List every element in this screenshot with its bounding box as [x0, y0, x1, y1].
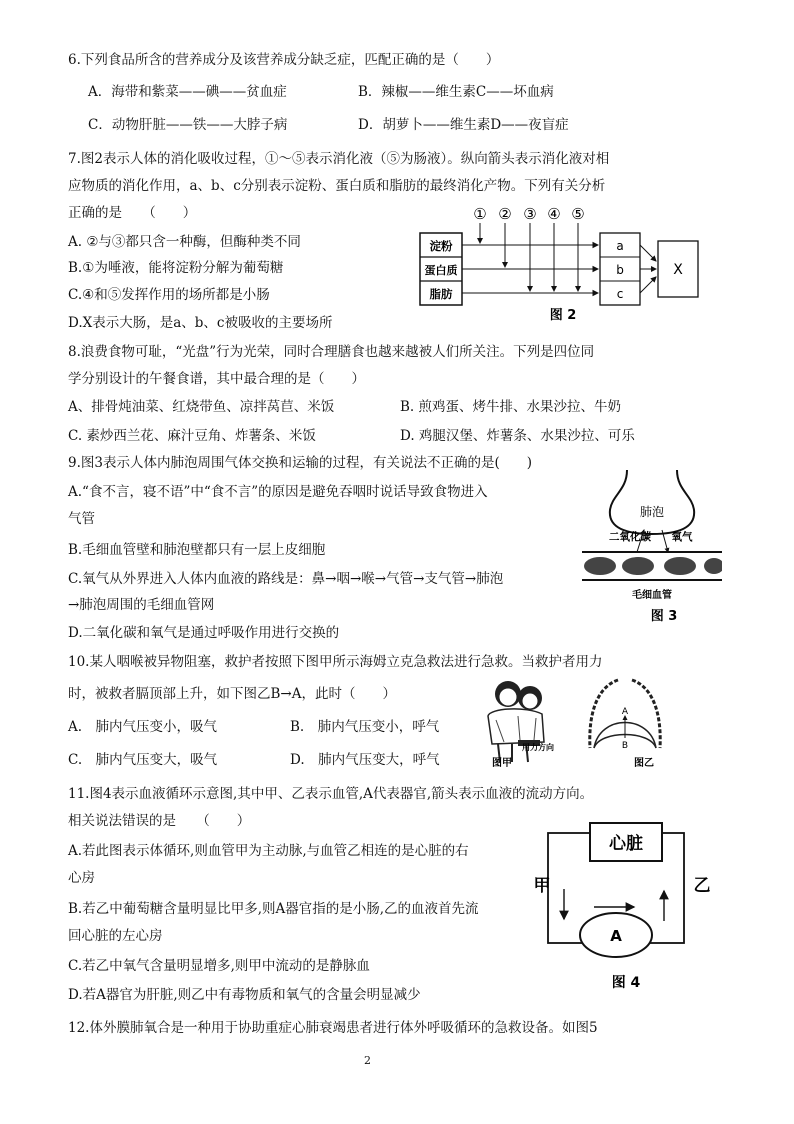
vessel-jia-label: 甲 [533, 876, 551, 896]
target-x: X [673, 262, 683, 278]
q8-stem-line2: 学分别设计的午餐食谱，其中最合理的是（ ） [68, 371, 365, 387]
juice-4: ④ [547, 205, 561, 223]
q10-stem-line2: 时，被救者膈顶部上升，如下图乙B→A，此时（ ） [68, 686, 396, 702]
q11-stem-line1: 11.图4表示血液循环示意图,其中甲、乙表示血管,A代表器官,箭头表示血液的流动方向。 [68, 786, 594, 802]
q7-option-c: C.④和⑤发挥作用的场所都是小肠 [68, 287, 270, 303]
row-starch: 淀粉 [429, 239, 453, 253]
q9-option-a-line1: A.“食不言，寝不语”中“食不言”的原因是避免吞咽时说话导致食物进入 [68, 484, 488, 500]
q9-stem: 9.图3表示人体内肺泡周围气体交换和运输的过程，有关说法不正确的是( ) [68, 455, 533, 471]
q6-option-d: D．胡萝卜——维生素D——夜盲症 [358, 117, 569, 133]
heart-label: 心脏 [609, 834, 643, 854]
q7-option-d: D.X表示大肠，是a、b、c被吸收的主要场所 [68, 315, 333, 331]
q11-option-a-line2: 心房 [68, 870, 95, 886]
q8-option-a: A、排骨炖油菜、红烧带鱼、凉拌莴苣、米饭 [68, 399, 335, 415]
force-direction-label: 用力方向 [522, 743, 554, 752]
q7-stem-line3: 正确的是 （ ） [68, 205, 197, 221]
position-b-label: B [621, 741, 629, 751]
red-blood-cell [622, 557, 654, 575]
q9-option-a-line2: 气管 [68, 511, 95, 527]
q7-stem-line2: 应物质的消化作用，a、b、c分别表示淀粉、蛋白质和脂肪的最终消化产物。下列有关分析 [68, 178, 606, 194]
q9-option-d: D.二氧化碳和氧气是通过呼吸作用进行交换的 [68, 625, 340, 641]
q8-option-c: C. 素炒西兰花、麻汁豆角、炸薯条、米饭 [68, 428, 316, 444]
position-a-label: A [621, 707, 629, 717]
q11-option-a-line1: A.若此图表示体循环,则血管甲为主动脉,与血管乙相连的是心脏的右 [68, 843, 469, 859]
red-blood-cell [664, 557, 696, 575]
alveolus-label: 肺泡 [639, 505, 665, 519]
q10-option-b: B. 肺内气压变小，呼气 [290, 719, 440, 735]
product-a: a [616, 239, 624, 253]
q10-option-a: A. 肺内气压变小，吸气 [68, 719, 218, 735]
q7-stem-line1: 7.图2表示人体的消化吸收过程，①～⑤表示消化液（⑤为肠液）。纵向箭头表示消化液对相 [68, 151, 610, 167]
row-protein: 蛋白质 [424, 264, 458, 277]
q9-option-c-line2: →肺泡周围的毛细血管网 [68, 597, 215, 613]
q11-option-c: C.若乙中氧气含量明显增多,则甲中流动的是静脉血 [68, 958, 370, 974]
figure-3-alveolus-diagram [582, 470, 722, 625]
figure-yi-diaphragm-diagram [580, 678, 670, 770]
q6-option-b: B．辣椒——维生素C——坏血病 [358, 84, 554, 100]
figure-yi-caption: 图乙 [634, 758, 654, 769]
q11-stem-line2: 相关说法错误的是 （ ） [68, 813, 251, 829]
q11-option-d: D.若A器官为肝脏,则乙中有毒物质和氧气的含量会明显减少 [68, 987, 421, 1003]
q8-stem-line1: 8.浪费食物可耻，“光盘”行为光荣，同时合理膳食也越来越被人们所关注。下列是四位同 [68, 344, 595, 360]
q6-option-a: A．海带和紫菜——碘——贫血症 [88, 84, 287, 100]
q10-option-c: C. 肺内气压变大，吸气 [68, 752, 218, 768]
q7-option-a: A. ②与③都只含一种酶，但酶种类不同 [68, 234, 301, 250]
figure-2-digestion-diagram [418, 203, 708, 323]
juice-2: ② [498, 205, 512, 223]
q7-option-b: B.①为唾液，能将淀粉分解为葡萄糖 [68, 260, 284, 276]
q9-option-b: B.毛细血管壁和肺泡壁都只有一层上皮细胞 [68, 542, 326, 558]
juice-3: ③ [523, 205, 537, 223]
co2-label: 二氧化碳 [609, 531, 651, 543]
red-blood-cell [584, 557, 616, 575]
q11-option-b-line2: 回心脏的左心房 [68, 928, 163, 944]
o2-label: 氧气 [671, 531, 693, 543]
figure-3-caption: 图 3 [650, 609, 678, 624]
q8-option-b: B. 煎鸡蛋、烤牛排、水果沙拉、牛奶 [400, 399, 622, 415]
product-c: c [616, 287, 624, 301]
organ-a-label: A [610, 927, 622, 945]
figure-jia-heimlich-illustration [478, 676, 568, 768]
figure-4-circulation-diagram [530, 815, 720, 995]
q6-stem: 6.下列食品所含的营养成分及该营养成分缺乏症，匹配正确的是（ ） [68, 52, 500, 68]
capillary-label: 毛细血管 [632, 590, 672, 601]
figure-4-caption: 图 4 [611, 975, 641, 991]
vessel-yi-label: 乙 [693, 876, 711, 896]
q8-option-d: D. 鸡腿汉堡、炸薯条、水果沙拉、可乐 [400, 428, 635, 444]
q10-stem-line1: 10.某人咽喉被异物阻塞，救护者按照下图甲所示海姆立克急救法进行急救。当救护者用力 [68, 654, 603, 670]
q12-stem: 12.体外膜肺氧合是一种用于协助重症心肺衰竭患者进行体外呼吸循环的急救设备。如图5 [68, 1020, 598, 1036]
juice-5: ⑤ [571, 205, 585, 223]
q9-option-c-line1: C.氧气从外界进入人体内血液的路线是：鼻→咽→喉→气管→支气管→肺泡 [68, 571, 504, 587]
q11-option-b-line1: B.若乙中葡萄糖含量明显比甲多,则A器官指的是小肠,乙的血液首先流 [68, 901, 479, 917]
figure-jia-caption: 图甲 [492, 758, 512, 768]
juice-1: ① [473, 205, 487, 223]
q10-option-d: D. 肺内气压变大，呼气 [290, 752, 440, 768]
red-blood-cell [704, 558, 722, 574]
figure-2-caption: 图 2 [549, 308, 577, 323]
q6-option-c: C．动物肝脏——铁——大脖子病 [88, 117, 288, 133]
product-b: b [616, 263, 624, 277]
row-fat: 脂肪 [429, 287, 453, 301]
page-number: 2 [364, 1054, 371, 1067]
